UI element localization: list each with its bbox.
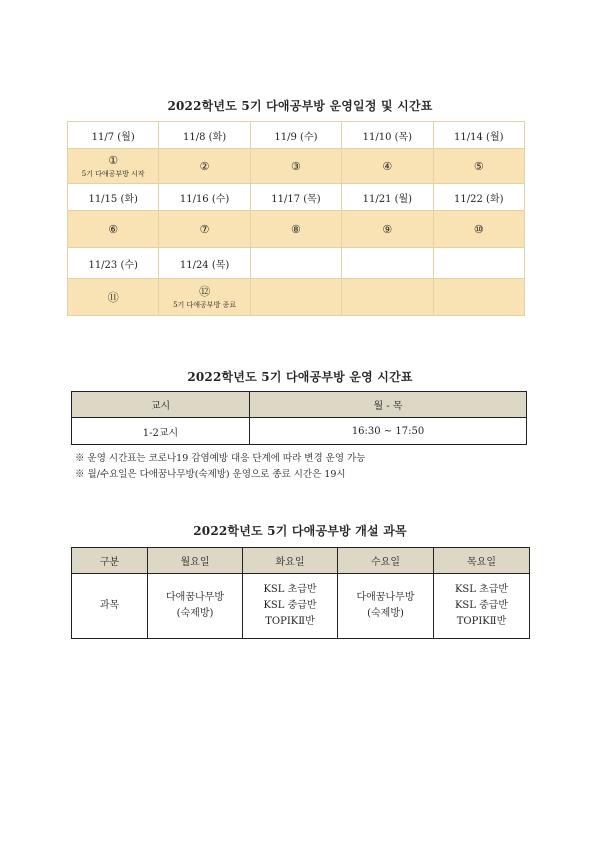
- courses-header-category: 구분: [72, 548, 148, 574]
- schedule-date: 11/10 (목): [362, 131, 413, 143]
- session-number: ⑨: [382, 222, 393, 236]
- courses-row: [72, 574, 530, 639]
- schedule-session-cell: [433, 149, 524, 184]
- session-number: ⑥: [108, 222, 119, 236]
- schedule-date: 11/7 (월): [91, 131, 135, 143]
- session-number: ⑫: [199, 284, 211, 298]
- schedule-date-cell: [250, 184, 341, 211]
- courses-cell-monday: [148, 574, 243, 639]
- session-number: ⑤: [473, 159, 484, 173]
- session-number: ③: [291, 159, 301, 173]
- schedule-session-cell: [68, 149, 159, 184]
- courses-title: 2022학년도 5기 다애공부방 개설 과목: [193, 524, 407, 538]
- schedule-date-cell: [342, 248, 433, 279]
- schedule-session-cell: [159, 211, 250, 248]
- schedule-session-cell: [433, 279, 524, 316]
- schedule-session-cell: [68, 279, 159, 316]
- schedule-date-cell: [342, 184, 433, 211]
- schedule-date-cell: [68, 122, 159, 149]
- schedule-date-cell: [250, 122, 341, 149]
- schedule-date-cell: [159, 248, 250, 279]
- timetable-title: 2022학년도 5기 다애공부방 운영 시간표: [187, 370, 413, 384]
- schedule-session-cell: [250, 279, 341, 316]
- schedule-session-cell: [159, 279, 250, 316]
- schedule-session-cell: [250, 149, 341, 184]
- course-line: 다애꿈나무방: [166, 592, 224, 603]
- schedule-date: 11/22 (화): [454, 193, 504, 205]
- timetable-header-days: 월 - 목: [250, 392, 527, 418]
- timetable-note-2: ※ 월/수요일은 다애꿈나무방(숙제방) 운영으로 종료 시간은 19시: [75, 469, 346, 480]
- course-line: KSL 초급반: [263, 584, 317, 595]
- schedule-session-cell: [342, 279, 433, 316]
- session-number: ②: [199, 159, 210, 173]
- schedule-date-cell: [433, 184, 524, 211]
- schedule-session-cell: [433, 211, 524, 248]
- session-number: ⑪: [107, 290, 119, 304]
- schedule-session-row: [68, 211, 525, 248]
- schedule-date: 11/16 (수): [179, 193, 230, 205]
- course-line: KSL 중급반: [263, 600, 317, 611]
- course-line: (숙제방): [176, 608, 214, 619]
- schedule-session-row: [68, 149, 525, 184]
- courses-cell-wednesday: [338, 574, 434, 639]
- schedule-date: 11/14 (월): [454, 131, 504, 143]
- session-note: 5기 다애공부방 시작: [81, 169, 145, 178]
- schedule-table: [67, 121, 525, 316]
- schedule-date-cell: [433, 122, 524, 149]
- schedule-session-cell: [342, 149, 433, 184]
- schedule-date-cell: [342, 122, 433, 149]
- schedule-session-row: [68, 279, 525, 316]
- course-line: TOPIKⅡ반: [456, 616, 507, 627]
- courses-header-monday: 월요일: [148, 548, 243, 574]
- schedule-session-cell: [342, 211, 433, 248]
- courses-cell-thursday: [434, 574, 530, 639]
- schedule-session-cell: [159, 149, 250, 184]
- timetable-note-1: ※ 운영 시간표는 코로나19 감염예방 대응 단계에 따라 변경 운영 가능: [75, 453, 366, 464]
- course-line: 다애꿈나무방: [356, 592, 415, 603]
- schedule-date-row: [68, 122, 525, 149]
- courses-header-thursday: 목요일: [434, 548, 530, 574]
- schedule-date-cell: [433, 248, 524, 279]
- courses-header-wednesday: 수요일: [338, 548, 434, 574]
- session-number: ⑦: [199, 222, 210, 236]
- session-note: 5기 다애공부방 종료: [173, 300, 237, 309]
- session-number: ⑧: [291, 222, 301, 236]
- schedule-title: 2022학년도 5기 다애공부방 운영일정 및 시간표: [167, 99, 433, 113]
- timetable-period: 1-2교시: [72, 418, 250, 445]
- timetable-row: [72, 418, 527, 445]
- courses-row-label: 과목: [72, 574, 148, 639]
- schedule-date: 11/17 (목): [271, 193, 321, 205]
- schedule-date-cell: [159, 122, 250, 149]
- session-number: ④: [382, 159, 393, 173]
- schedule-session-cell: [250, 211, 341, 248]
- session-number: ①: [108, 153, 119, 167]
- schedule-date-cell: [68, 248, 159, 279]
- timetable-time: 16:30 ~ 17:50: [250, 418, 527, 445]
- courses-header-tuesday: 화요일: [243, 548, 338, 574]
- courses-cell-tuesday: [243, 574, 338, 639]
- timetable-table: [71, 391, 527, 445]
- schedule-date: 11/24 (목): [179, 259, 230, 271]
- schedule-date: 11/15 (화): [88, 193, 138, 205]
- schedule-date: 11/21 (월): [362, 193, 413, 205]
- schedule-date: 11/9 (수): [274, 131, 318, 143]
- courses-table: [71, 547, 530, 639]
- schedule-date-cell: [68, 184, 159, 211]
- schedule-date-cell: [159, 184, 250, 211]
- course-line: KSL 초급반: [454, 584, 509, 595]
- timetable-header-period: 교시: [72, 392, 250, 418]
- schedule-session-cell: [68, 211, 159, 248]
- courses-header-row: [72, 548, 530, 574]
- schedule-date: 11/23 (수): [88, 259, 138, 271]
- schedule-date-cell: [250, 248, 341, 279]
- course-line: (숙제방): [367, 608, 404, 619]
- course-line: KSL 중급반: [454, 600, 509, 611]
- session-number: ⑩: [473, 222, 484, 236]
- schedule-date-row: [68, 248, 525, 279]
- course-line: TOPIKⅡ반: [265, 616, 315, 627]
- schedule-date: 11/8 (화): [183, 131, 227, 143]
- schedule-date-row: [68, 184, 525, 211]
- timetable-header-row: [72, 392, 527, 418]
